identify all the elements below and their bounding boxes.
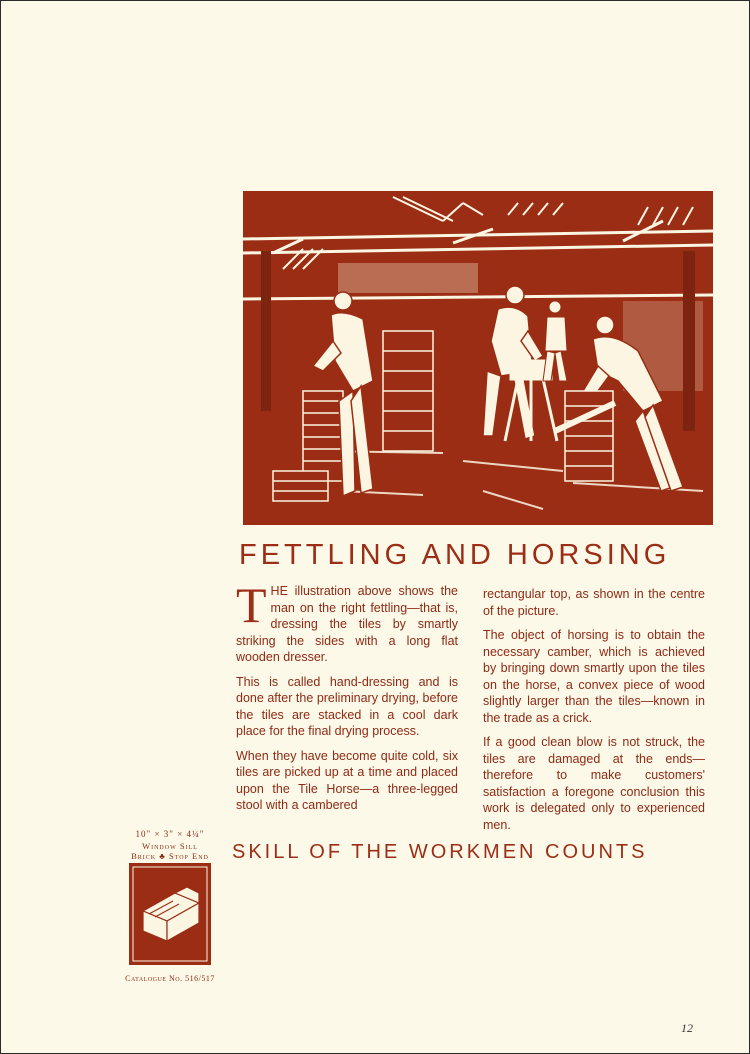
catalogue-number: Catalogue No. 516/517 (125, 974, 215, 983)
brick-illustration (129, 863, 211, 965)
article-paragraph: The object of horsing is to obtain the necessary camber, which is achieved by bringing down smartly upon the tiles on the horse, a convex piece of wood slightly larger than the tiles—known in the trade as a crick. (483, 628, 705, 725)
catalogue-product-name: Window Sill (142, 841, 198, 851)
tagline: SKILL OF THE WORKMEN COUNTS (232, 841, 648, 863)
paragraph-text: HE illustration above shows the man on the right fettling—that is, dressing the tiles by smartly striking the sides with a long flat wooden dresser. (236, 584, 458, 664)
article-headline: FETTLING AND HORSING (239, 539, 671, 571)
article-paragraph: rectangular top, as shown in the centre of the picture. (483, 587, 705, 618)
article-paragraph (236, 577, 458, 666)
page-number: 12 (681, 1021, 693, 1035)
article-column-right (483, 586, 705, 841)
woodcut-illustration (243, 191, 713, 525)
drop-cap: T (236, 577, 267, 633)
catalogue-dimensions: 10" × 3" × 4¼" (135, 829, 205, 839)
article-column-left (236, 577, 458, 822)
article-paragraph: When they have become quite cold, six tiles are picked up at a time and placed upon the Tile Horse—a three-legged stool with a cambered (236, 748, 458, 812)
catalogue-product-type: Brick ♣ Stop End (131, 851, 209, 861)
article-paragraph: This is called hand-dressing and is done after the preliminary drying, before the tiles are stacked in a cool dark place for the final drying process. (236, 674, 458, 738)
article-paragraph: If a good clean blow is not struck, the tiles are damaged at the ends—therefore to make customers' satisfaction a foregone conclusion this work is delegated only to experienced men. (483, 735, 705, 832)
